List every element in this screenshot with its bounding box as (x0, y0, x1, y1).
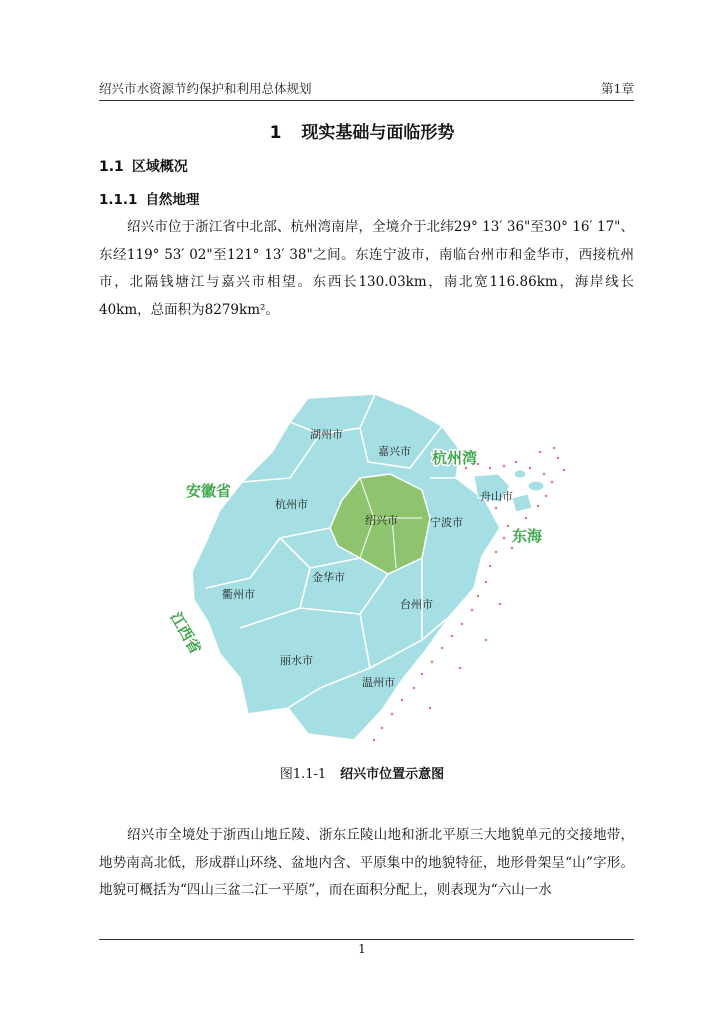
label-jinhua: 金华市 (312, 571, 345, 584)
header-title: 绍兴市水资源节约保护和利用总体规划 (99, 81, 312, 96)
header-chapter: 第1章 (601, 81, 634, 96)
label-wenzhou: 温州市 (362, 676, 395, 689)
label-hangzhou-bay: 杭州湾 (432, 449, 478, 467)
page-number: 1 (358, 942, 366, 956)
paragraph-landform: 绍兴市全境处于浙西山地丘陵、浙东丘陵山地和浙北平原三大地貌单元的交接地带，地势南高北低，形成群山环绕、盆地内含、平原集中的地貌特征，地形骨架呈“山”字形。地貌可概括为“四山三盆二江一平原”，而在面积分配上，则表现为“六山一水 (99, 827, 634, 898)
section-heading (99, 156, 188, 176)
label-jiaxing: 嘉兴市 (378, 445, 411, 458)
label-quzhou: 衢州市 (222, 588, 255, 601)
chapter-title: 现实基础与面临形势 (301, 123, 455, 143)
figure-title: 绍兴市位置示意图 (340, 767, 445, 782)
chapter-heading (0, 118, 724, 143)
chapter-number: 1 (269, 123, 282, 143)
label-hangzhou: 杭州市 (275, 498, 308, 511)
label-anhui: 安徽省 (186, 482, 232, 500)
location-map (160, 378, 580, 750)
subsection-number: 1.1.1 (99, 192, 138, 208)
label-jiangxi: 江西省 (166, 609, 205, 657)
label-taizhou: 台州市 (400, 598, 433, 611)
label-lishui: 丽水市 (280, 654, 313, 667)
paragraph-geography: 绍兴市位于浙江省中北部、杭州湾南岸，全境介于北纬29° 13′ 36"至30° 16′ 17"、东经119° 53′ 02"至121° 13′ 38"之间。东连宁波市，南临台州市和金华市，西接杭州市，北隔钱塘江与嘉兴市相望。东西长130.03km，南北宽116.86km，海岸线长40km，总面积为8279km²。 (99, 219, 634, 318)
section-number: 1.1 (99, 159, 124, 175)
header-divider (99, 100, 634, 101)
label-ningbo: 宁波市 (430, 516, 463, 529)
section-title: 区域概况 (131, 159, 188, 175)
label-shaoxing: 绍兴市 (365, 514, 398, 527)
footer-divider (99, 939, 634, 940)
zhejiang-province-shape (192, 394, 500, 740)
label-zhoushan: 舟山市 (480, 490, 513, 503)
figure-caption (0, 763, 724, 782)
subsection-heading (99, 188, 199, 208)
label-huzhou: 湖州市 (310, 428, 343, 441)
figure-number: 图1.1-1 (279, 767, 327, 782)
subsection-title: 自然地理 (145, 192, 200, 208)
label-east-sea: 东海 (512, 527, 543, 545)
page-header (99, 79, 634, 99)
